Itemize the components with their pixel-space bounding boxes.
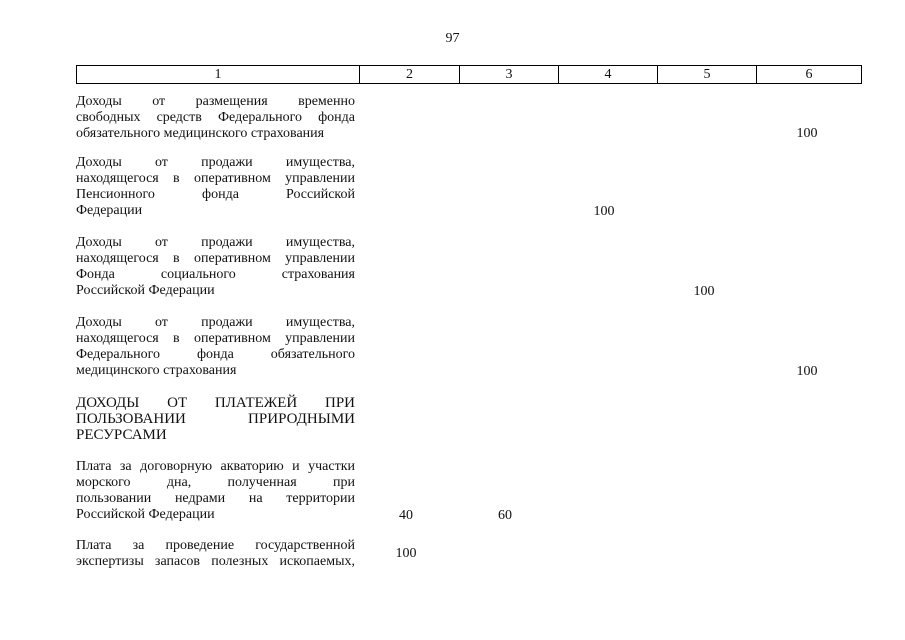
description-line: Федерации: [76, 203, 143, 218]
row-description: [76, 459, 355, 523]
column-header-3: 3: [460, 66, 559, 83]
row-description: [76, 94, 355, 142]
description-line: Фонда социального страхования: [76, 267, 355, 282]
value-col-6: 100: [796, 126, 818, 141]
row-description: [76, 315, 355, 379]
description-line: ДОХОДЫ ОТ ПЛАТЕЖЕЙ ПРИ: [76, 395, 355, 411]
value-col-2: 100: [395, 546, 417, 561]
section-heading: [76, 395, 355, 443]
description-line: медицинского страхования: [76, 363, 237, 378]
description-line: Доходы от продажи имущества,: [76, 155, 355, 170]
description-line: Доходы от продажи имущества,: [76, 315, 355, 330]
column-header-2: 2: [360, 66, 460, 83]
value-col-6: 100: [796, 364, 818, 379]
description-line: Федерального фонда обязательного: [76, 347, 355, 362]
page-number: 97: [445, 31, 460, 46]
column-header-row: [76, 65, 862, 84]
description-line: Российской Федерации: [76, 283, 215, 298]
description-line: Доходы от продажи имущества,: [76, 235, 355, 250]
column-header-6: 6: [805, 67, 813, 82]
description-line: экспертизы запасов полезных ископаемых,: [76, 554, 355, 569]
row-description: [76, 538, 355, 570]
description-line: Российской Федерации: [76, 507, 215, 522]
description-line: ПОЛЬЗОВАНИИ ПРИРОДНЫМИ: [76, 411, 355, 427]
description-line: обязательного медицинского страхования: [76, 126, 325, 141]
description-line: Плата за договорную акваторию и участки: [76, 459, 355, 474]
column-header-1: 1: [77, 66, 360, 83]
description-line: находящегося в оперативном управлении: [76, 251, 355, 266]
description-line: Доходы от размещения временно: [76, 94, 355, 109]
description-line: свободных средств Федерального фонда: [76, 110, 355, 125]
row-description: [76, 235, 355, 299]
value-col-4: 100: [593, 204, 615, 219]
row-description: [76, 155, 355, 219]
value-col-5: 100: [693, 284, 715, 299]
description-line: находящегося в оперативном управлении: [76, 331, 355, 346]
value-col-3: 60: [498, 508, 512, 523]
column-header-5: 5: [658, 66, 757, 83]
value-col-2: 40: [399, 508, 413, 523]
description-line: пользовании недрами на территории: [76, 491, 355, 506]
description-line: Пенсионного фонда Российской: [76, 187, 355, 202]
column-header-4: 4: [559, 66, 658, 83]
description-line: РЕСУРСАМИ: [76, 427, 167, 443]
description-line: Плата за проведение государственной: [76, 538, 355, 553]
description-line: находящегося в оперативном управлении: [76, 171, 355, 186]
description-line: морского дна, полученная при: [76, 475, 355, 490]
